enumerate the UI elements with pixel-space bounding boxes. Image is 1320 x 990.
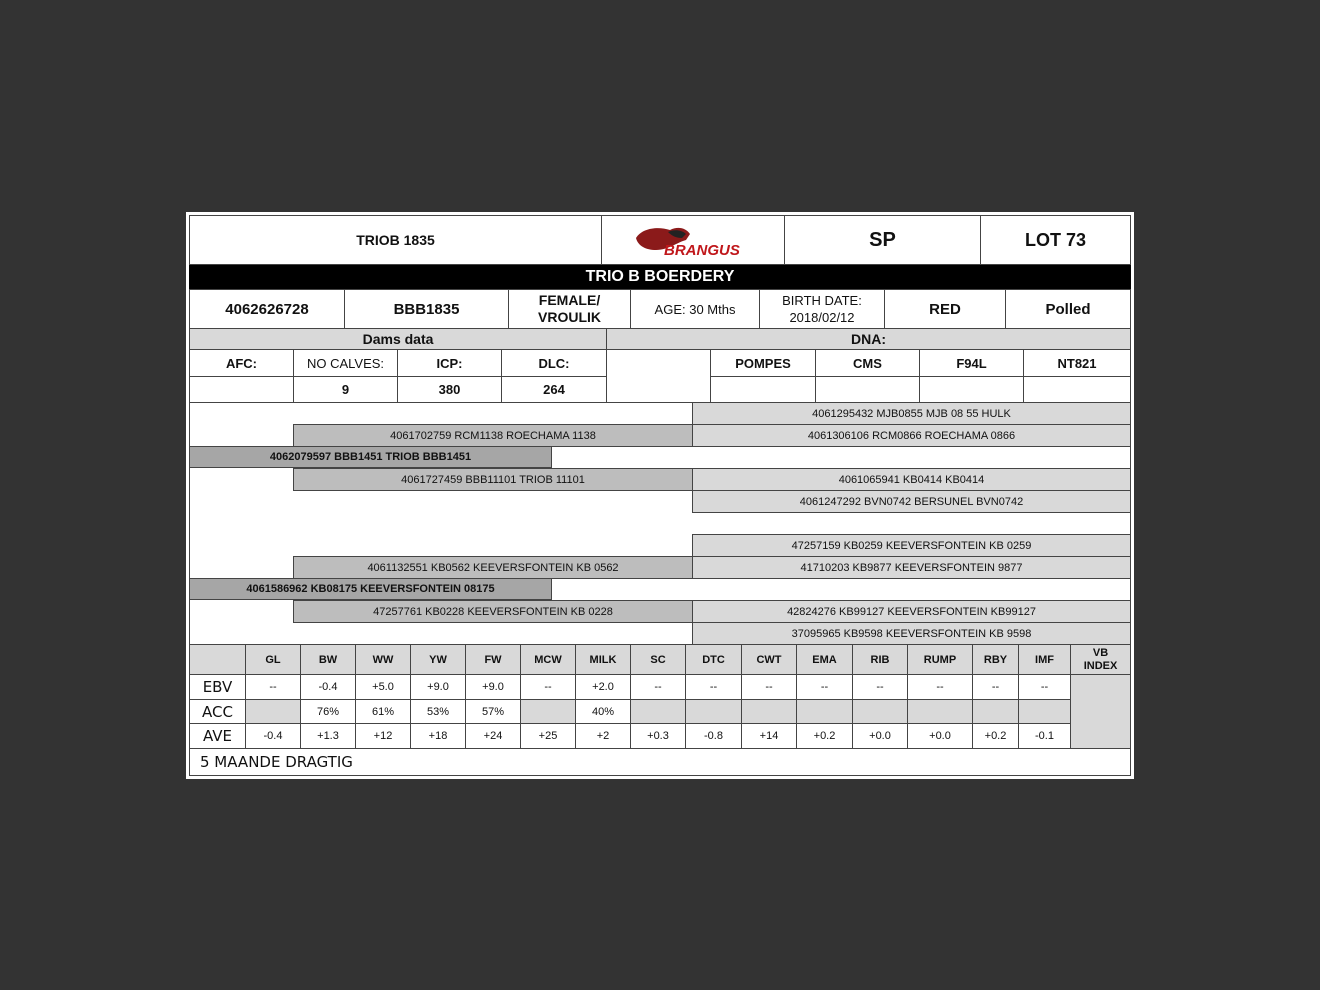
ebv-cell-acc-rump: [907, 699, 973, 724]
ebv-cell-acc-rib: [852, 699, 908, 724]
dna-nt821-label: NT821: [1023, 349, 1131, 377]
logo-text: BRANGUS: [664, 242, 740, 259]
pedigree-dam: [189, 578, 552, 600]
pedigree-sire-sire-sire: 4061295432 MJB0855 MJB 08 55 HULK: [692, 402, 1131, 425]
ebv-cell-acc-bw: 76%: [300, 699, 356, 724]
icp-label: ICP:: [397, 349, 502, 377]
birth-date-cell: [759, 289, 885, 329]
pedigree-sire-dam-sire: 4061065941 KB0414 KB0414: [692, 468, 1131, 491]
no-calves-value: 9: [293, 376, 398, 403]
pedigree-dam-sire-sire: 47257159 KB0259 KEEVERSFONTEIN KB 0259: [692, 534, 1131, 557]
ebv-header-ww: WW: [355, 644, 411, 675]
pedigree-dam-dam-sire: 42824276 KB99127 KEEVERSFONTEIN KB99127: [692, 600, 1131, 623]
ebv-cell-ebv-rump: --: [907, 674, 973, 700]
ebv-header-gl: GL: [245, 644, 301, 675]
ebv-cell-ebv-ww: +5.0: [355, 674, 411, 700]
ebv-header-yw: YW: [410, 644, 466, 675]
pedigree-sire-dam: 4061727459 BBB11101 TRIOB 11101: [293, 468, 693, 491]
pedigree-sire-text: 4062079597 BBB1451 TRIOB BBB1451: [269, 451, 472, 463]
pedigree-dam-sire-dam: 41710203 KB9877 KEEVERSFONTEIN 9877: [692, 556, 1131, 579]
dna-pompes-label: POMPES: [710, 349, 816, 377]
ebv-row-label-acc: ACC: [189, 699, 246, 724]
ebv-cell-acc-rby: [972, 699, 1019, 724]
ebv-cell-ebv-imf: --: [1018, 674, 1071, 700]
dna-f94l-value: [919, 376, 1024, 403]
ebv-header-milk: MILK: [575, 644, 631, 675]
afc-label: AFC:: [189, 349, 294, 377]
ebv-cell-ave-ww: +12: [355, 723, 411, 749]
dna-pompes-value: [710, 376, 816, 403]
ebv-header-ema: EMA: [796, 644, 853, 675]
ebv-cell-ave-milk: +2: [575, 723, 631, 749]
ebv-cell-ebv-milk: +2.0: [575, 674, 631, 700]
ebv-header-sc: SC: [630, 644, 686, 675]
ebv-cell-ebv-ema: --: [796, 674, 853, 700]
ebv-vb-index-value: [1070, 674, 1131, 749]
birth-date-label: BIRTH DATE:: [782, 293, 862, 308]
ebv-cell-ebv-fw: +9.0: [465, 674, 521, 700]
lot-number: LOT 73: [980, 215, 1131, 265]
ebv-header-fw: FW: [465, 644, 521, 675]
dlc-label: DLC:: [501, 349, 607, 377]
ebv-cell-acc-cwt: [741, 699, 797, 724]
dna-cms-value: [815, 376, 920, 403]
dna-title: DNA:: [606, 328, 1131, 350]
dna-blank: [606, 349, 711, 403]
dams-data-title: Dams data: [189, 328, 607, 350]
no-calves-label: NO CALVES:: [293, 349, 398, 377]
sex: FEMALE/ VROULIK: [508, 289, 631, 329]
ebv-cell-ebv-rib: --: [852, 674, 908, 700]
ebv-cell-ebv-bw: -0.4: [300, 674, 356, 700]
ebv-cell-ave-cwt: +14: [741, 723, 797, 749]
dna-nt821-value: [1023, 376, 1131, 403]
pedigree-dam-sire: 4061132551 KB0562 KEEVERSFONTEIN KB 0562: [293, 556, 693, 579]
ebv-cell-ave-imf: -0.1: [1018, 723, 1071, 749]
ebv-row-label-ave: AVE: [189, 723, 246, 749]
ebv-cell-ebv-gl: --: [245, 674, 301, 700]
pedigree-dam-text: 4061586962 KB08175 KEEVERSFONTEIN 08175: [246, 583, 495, 595]
dna-cms-label: CMS: [815, 349, 920, 377]
dlc-value: 264: [501, 376, 607, 403]
ebv-header-bw: BW: [300, 644, 356, 675]
registration-number: 4062626728: [189, 289, 345, 329]
ebv-header-vb-index: VB INDEX: [1070, 644, 1131, 675]
pedigree-sire-dam-dam: 4061247292 BVN0742 BERSUNEL BVN0742: [692, 490, 1131, 513]
icp-value: 380: [397, 376, 502, 403]
pedigree-sire-sire-dam: 4061306106 RCM0866 ROECHAMA 0866: [692, 424, 1131, 447]
ebv-corner: [189, 644, 246, 675]
ebv-header-dtc: DTC: [685, 644, 742, 675]
animal-name: TRIOB 1835: [189, 215, 602, 265]
ebv-cell-ebv-sc: --: [630, 674, 686, 700]
ebv-cell-ave-fw: +24: [465, 723, 521, 749]
ebv-header-rby: RBY: [972, 644, 1019, 675]
ebv-header-rib: RIB: [852, 644, 908, 675]
ebv-cell-ave-ema: +0.2: [796, 723, 853, 749]
pedigree-sire-sire: 4061702759 RCM1138 ROECHAMA 1138: [293, 424, 693, 447]
ebv-cell-ave-rump: +0.0: [907, 723, 973, 749]
ebv-cell-ave-sc: +0.3: [630, 723, 686, 749]
ebv-cell-ebv-yw: +9.0: [410, 674, 466, 700]
ebv-cell-ave-mcw: +25: [520, 723, 576, 749]
pedigree-sire: [189, 446, 552, 468]
ebv-cell-ebv-dtc: --: [685, 674, 742, 700]
ebv-cell-acc-mcw: [520, 699, 576, 724]
dna-f94l-label: F94L: [919, 349, 1024, 377]
ebv-cell-ave-bw: +1.3: [300, 723, 356, 749]
ebv-cell-ave-dtc: -0.8: [685, 723, 742, 749]
animal-type: SP: [784, 215, 981, 265]
remarks: 5 MAANDE DRAGTIG: [189, 748, 1131, 776]
breeder-name: TRIO B BOERDERY: [189, 265, 1131, 289]
ebv-cell-ave-yw: +18: [410, 723, 466, 749]
ebv-cell-ebv-rby: --: [972, 674, 1019, 700]
ebv-header-mcw: MCW: [520, 644, 576, 675]
ebv-cell-acc-imf: [1018, 699, 1071, 724]
age: AGE: 30 Mths: [630, 289, 760, 329]
ebv-cell-acc-yw: 53%: [410, 699, 466, 724]
ebv-cell-ave-gl: -0.4: [245, 723, 301, 749]
ear-tag: BBB1835: [344, 289, 509, 329]
ebv-cell-acc-ema: [796, 699, 853, 724]
afc-value: [189, 376, 294, 403]
brangus-logo: [601, 215, 785, 265]
ebv-header-rump: RUMP: [907, 644, 973, 675]
ebv-cell-acc-sc: [630, 699, 686, 724]
bull-logo-icon: [628, 220, 758, 260]
ebv-header-cwt: CWT: [741, 644, 797, 675]
ebv-header-imf: IMF: [1018, 644, 1071, 675]
ebv-cell-ave-rby: +0.2: [972, 723, 1019, 749]
ebv-cell-ave-rib: +0.0: [852, 723, 908, 749]
pedigree-dam-dam: 47257761 KB0228 KEEVERSFONTEIN KB 0228: [293, 600, 693, 623]
ebv-cell-acc-milk: 40%: [575, 699, 631, 724]
colour: RED: [884, 289, 1006, 329]
ebv-cell-acc-fw: 57%: [465, 699, 521, 724]
birth-date-value: 2018/02/12: [789, 310, 855, 325]
ebv-cell-acc-ww: 61%: [355, 699, 411, 724]
pedigree-dam-dam-dam: 37095965 KB9598 KEEVERSFONTEIN KB 9598: [692, 622, 1131, 645]
ebv-cell-ebv-mcw: --: [520, 674, 576, 700]
ebv-cell-acc-dtc: [685, 699, 742, 724]
animal-card: [186, 212, 1134, 779]
ebv-cell-acc-gl: [245, 699, 301, 724]
ebv-cell-ebv-cwt: --: [741, 674, 797, 700]
ebv-row-label-ebv: EBV: [189, 674, 246, 700]
horn-status: Polled: [1005, 289, 1131, 329]
